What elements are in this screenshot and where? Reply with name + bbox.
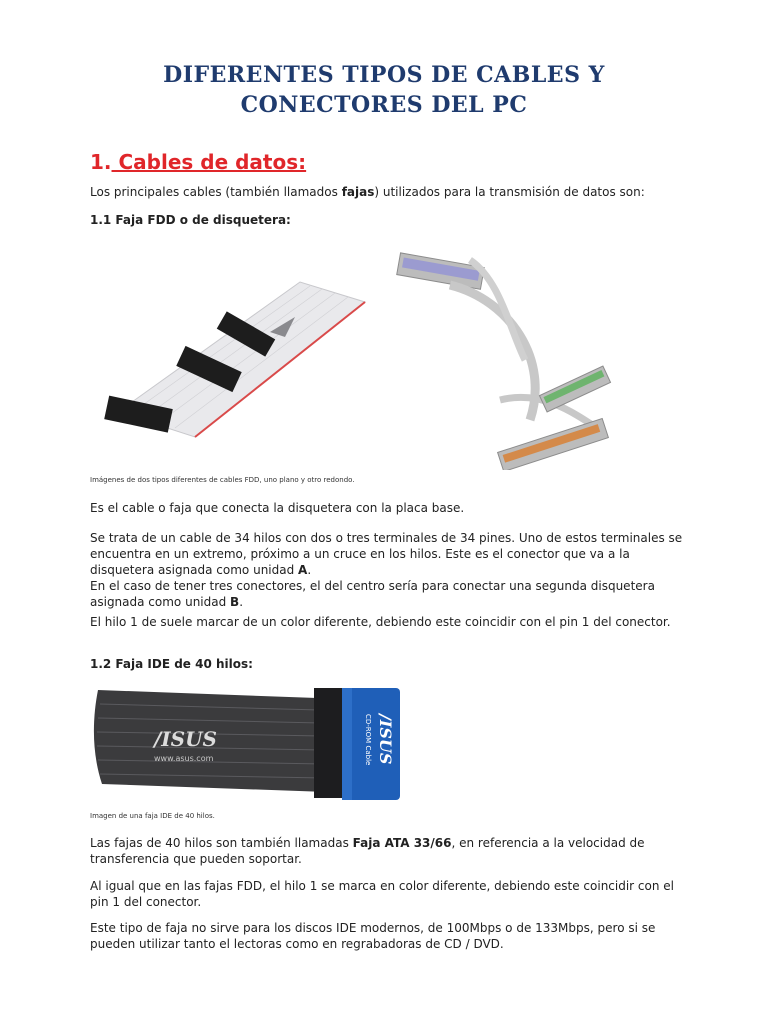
intro-text: Los principales cables (también llamados xyxy=(90,185,342,199)
ide-caption: Imagen de una faja IDE de 40 hilos. xyxy=(90,812,215,820)
intro-bold: fajas xyxy=(341,185,375,199)
ide-p1-line-2: transferencia que pueden soportar. xyxy=(90,852,302,866)
fdd-caption: Imágenes de dos tipos diferentes de cables FDD, uno plano y otro redondo. xyxy=(90,476,355,484)
ide-p3-line-2: pueden utilizar tanto el lectoras como en regrabadoras de CD / DVD. xyxy=(90,937,504,951)
fdd-p2-line-3: disquetera asignada como unidad A. xyxy=(90,563,312,577)
fdd-p2-line-1: Se trata de un cable de 34 hilos con dos o tres terminales de 34 pines. Uno de estos terminales se xyxy=(90,531,683,545)
intro-paragraph xyxy=(90,184,690,200)
ide-paragraph-1 xyxy=(90,835,690,867)
ide-p1-line-1: Las fajas de 40 hilos son también llamadas Faja ATA 33/66, en referencia a la velocidad de xyxy=(90,836,645,850)
fdd-heading: 1.1 Faja FDD o de disquetera: xyxy=(90,213,291,227)
ide-paragraph-3 xyxy=(90,920,690,952)
section-number: 1. xyxy=(90,150,112,174)
ide-p3-line-1: Este tipo de faja no sirve para los discos IDE modernos, de 100Mbps o de 133Mbps, pero si se xyxy=(90,921,656,935)
section-heading-text: Cables de datos: xyxy=(111,150,307,174)
fdd-paragraph-1: Es el cable o faja que conecta la disquetera con la placa base. xyxy=(90,501,465,515)
page-title xyxy=(0,60,768,120)
ide-site-text: www.asus.com xyxy=(154,754,214,763)
fdd-round-cable-image xyxy=(390,240,615,470)
ide-p2-line-2: pin 1 del conector. xyxy=(90,895,202,909)
section-heading-1 xyxy=(90,150,306,174)
fdd-flat-cable-image xyxy=(100,262,375,457)
ide-paragraph-2 xyxy=(90,878,690,910)
fdd-paragraph-2 xyxy=(90,530,690,610)
fdd-p2-line-4: En el caso de tener tres conectores, el del centro sería para conectar una segunda disquetera xyxy=(90,579,655,593)
ide-connector-brand: /ISUS xyxy=(376,714,395,765)
intro-text-end: ) utilizados para la transmisión de datos son: xyxy=(374,185,645,199)
fdd-p2-line-2: encuentra en un extremo, próximo a un cruce en los hilos. Este es el conector que va a la xyxy=(90,547,630,561)
ide-brand-logo: /ISUS xyxy=(154,727,217,751)
title-line-2: CONECTORES DEL PC xyxy=(240,92,528,118)
ide-cable-image xyxy=(92,684,407,806)
ide-heading: 1.2 Faja IDE de 40 hilos: xyxy=(90,657,253,671)
fdd-p2-line-5: asignada como unidad B. xyxy=(90,595,244,609)
title-line-1: DIFERENTES TIPOS DE CABLES Y xyxy=(163,62,605,88)
ide-p2-line-1: Al igual que en las fajas FDD, el hilo 1 se marca en color diferente, debiendo este coincidir con el xyxy=(90,879,675,893)
ide-connector-label: CD-ROM Cable xyxy=(364,714,372,766)
fdd-paragraph-3: El hilo 1 de suele marcar de un color diferente, debiendo este coincidir con el pin 1 del conector. xyxy=(90,615,671,629)
